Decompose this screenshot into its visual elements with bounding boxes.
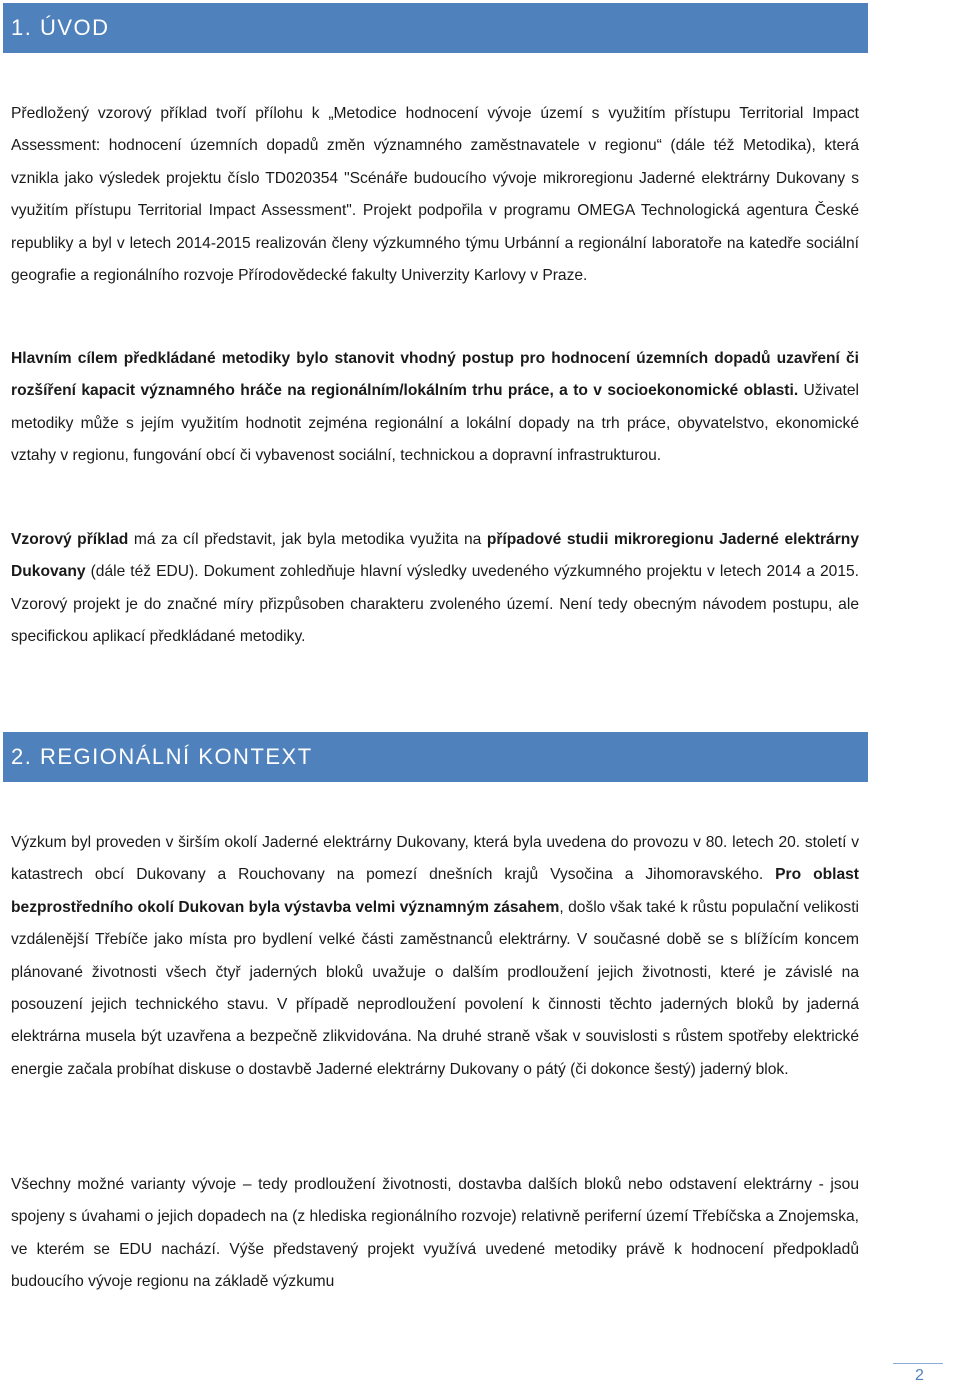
section-heading-uvod bbox=[3, 3, 868, 53]
paragraph-research: Výzkum byl proveden v širším okolí Jaderné elektrárny Dukovany, která byla uvedena do provozu v 80. letech 20. století v katastrech obcí Dukovany a Rouchovany na pomezí dnešních krajů Vysočina a Jihomoravského. Pro oblast bezprostředního okolí Dukovan byla výstavba velmi významným zásahem, došlo však také k růstu populační velikosti vzdálenější Třebíče jako místa pro bydlení velké části zaměstnanců elektrárny. V současné době se s blížícím koncem plánované životnosti všech čtyř jaderných bloků uvažuje o dalším prodloužení jejich životnosti, které je závislé na posouzení jejich technického stavu. V případě neprodloužení povolení k činnosti těchto jaderných bloků by jaderná elektrárna musela být uzavřena a bezpečně zlikvidována. Na druhé straně však v souvislosti s růstem spotřeby elektrické energie začala probíhat diskuse o dostavbě Jaderné elektrárny Dukovany o pátý (či dokonce šestý) jaderný blok. bbox=[11, 834, 860, 1078]
paragraph-example: Vzorový příklad má za cíl představit, jak byla metodika využita na případové studii mikroregionu Jaderné elektrárny Dukovany (dále též EDU). Dokument zohledňuje hlavní výsledky uvedeného výzkumného projektu v letech 2014 a 2015. Vzorový projekt je do značné míry přizpůsoben charakteru zvoleného území. Není tedy obecným návodem postupu, ale specifickou aplikací předkládané metodiky. bbox=[11, 531, 859, 646]
page-number-rule bbox=[893, 1363, 943, 1364]
paragraph-goal: Hlavním cílem předkládané metodiky bylo stanovit vhodný postup pro hodnocení územních dopadů uzavření či rozšíření kapacit významného hráče na regionálním/lokálním trhu práce, a to v socioekonomické oblasti. Uživatel metodiky může s jejím využitím hodnotit zejména regionální a lokální dopady na trh práce, obyvatelstvo, ekonomické vztahy v regionu, fungování obcí či vybavenost sociální, technickou a dopravní infrastrukturou. bbox=[11, 350, 859, 465]
paragraph-intro: Předložený vzorový příklad tvoří přílohu k „Metodice hodnocení vývoje území s využitím přístupu Territorial Impact Assessment: hodnocení územních dopadů změn významného zaměstnavatele v regionu“ (dále též Metodika), která vznikla jako výsledek projektu číslo TD020354 "Scénáře budoucího vývoje mikroregionu Jaderné elektrárny Dukovany s využitím přístupu Territorial Impact Assessment". Projekt podpořila v programu OMEGA Technologická agentura České republiky a byl v letech 2014-2015 realizován členy výzkumného týmu Urbánní a regionální laboratoře na katedře sociální geografie a regionálního rozvoje Přírodovědecké fakulty Univerzity Karlovy v Praze. bbox=[11, 105, 859, 285]
page-number: 2 bbox=[915, 1367, 924, 1384]
section-heading-regional-context bbox=[3, 732, 868, 782]
section-title: 1. ÚVOD bbox=[11, 15, 110, 40]
section-title: 2. REGIONÁLNÍ KONTEXT bbox=[11, 744, 313, 769]
paragraph-variants: Všechny možné varianty vývoje – tedy prodloužení životnosti, dostavba dalších bloků nebo odstavení elektrárny - jsou spojeny s úvahami o jejich dopadech na (z hlediska regionálního rozvoje) relativně periferní území Třebíčska a Znojemska, ve kterém se EDU nachází. Výše představený projekt využívá uvedené metodiky právě k hodnocení předpokladů budoucího vývoje regionu na základě výzkumu bbox=[11, 1176, 859, 1291]
